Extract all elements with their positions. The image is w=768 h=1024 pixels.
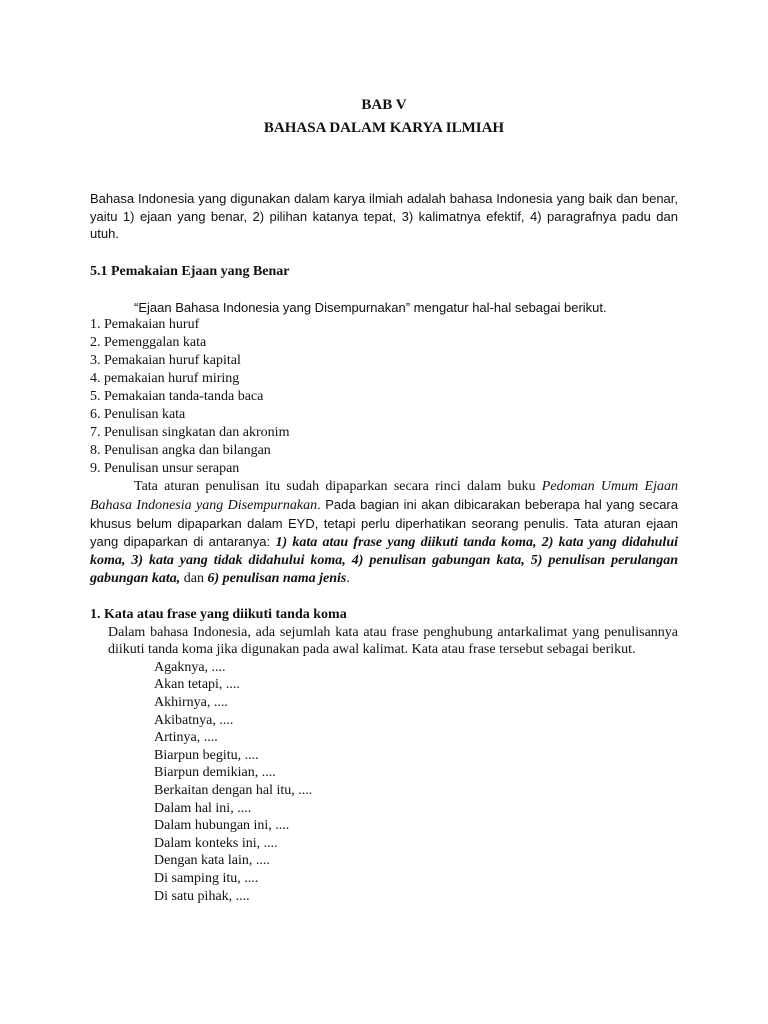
list-item: 7. Penulisan singkatan dan akronim xyxy=(90,425,290,440)
rules-emphasis: 6) penulisan nama jenis xyxy=(207,570,347,586)
list-item: Dalam konteks ini, .... xyxy=(154,835,278,851)
list-item: Akan tetapi, .... xyxy=(154,677,240,693)
subsection-1-body xyxy=(108,624,678,905)
list-item: Dengan kata lain, .... xyxy=(154,853,270,869)
section-5-1-heading: 5.1 Pemakaian Ejaan yang Benar xyxy=(90,263,290,279)
list-item: Biarpun begitu, .... xyxy=(154,747,259,763)
rules-emphasis: 1) kata atau frase yang diikuti tanda koma, 2) kata yang didahului koma, 3) kata yang tidak didahului koma, 4) penulisan gabungan kata, 5) penulisan perulangan gabungan kata, xyxy=(90,535,678,586)
paragraph-text: Tata aturan penulisan itu sudah dipaparkan secara rinci dalam buku xyxy=(134,479,542,494)
list-item: Di samping itu, .... xyxy=(154,870,259,886)
chapter-number: BAB V xyxy=(361,97,407,113)
connector-word-list xyxy=(108,659,678,905)
list-item: Agaknya, .... xyxy=(154,659,226,675)
subsection-1-heading: 1. Kata atau frase yang diikuti tanda koma xyxy=(90,606,347,622)
list-item: 6. Penulisan kata xyxy=(90,407,186,422)
paragraph-text: dan xyxy=(180,570,208,586)
list-item: 8. Penulisan angka dan bilangan xyxy=(90,443,271,458)
section-5-1-lead: “Ejaan Bahasa Indonesia yang Disempurnakan” mengatur hal-hal sebagai berikut. xyxy=(134,299,607,315)
subsection-1-text: Dalam bahasa Indonesia, ada sejumlah kata atau frase penghubung antarkalimat yang penulisannya diikuti tanda koma jika digunakan pada awal kalimat. Kata atau frase tersebut sebagai berikut. xyxy=(108,624,678,658)
list-item: 4. pemakaian huruf miring xyxy=(90,371,240,386)
list-item: Artinya, .... xyxy=(154,730,218,746)
list-item: 3. Pemakaian huruf kapital xyxy=(90,353,241,368)
document-page xyxy=(90,94,678,905)
list-item: 2. Pemenggalan kata xyxy=(90,335,207,350)
paragraph-text: . xyxy=(346,570,350,586)
list-item: Akibatnya, .... xyxy=(154,712,234,728)
paragraph-text: . Pada bagian ini akan dibicarakan beberapa hal yang secara khusus belum dipaparkan dalam EYD, tetapi perlu diperhatikan seorang penulis. Tata aturan ejaan yang dipaparkan di antaranya: xyxy=(90,496,678,550)
list-item: 9. Penulisan unsur serapan xyxy=(90,461,240,476)
intro-paragraph: Bahasa Indonesia yang digunakan dalam karya ilmiah adalah bahasa Indonesia yang baik dan benar, yaitu 1) ejaan yang benar, 2) pilihan katanya tepat, 3) kalimatnya efektif, 4) paragrafnya padu dan utuh. xyxy=(90,191,678,241)
ejaan-rules-list xyxy=(90,316,678,478)
list-item: 5. Pemakaian tanda-tanda baca xyxy=(90,389,264,404)
list-item: Di satu pihak, .... xyxy=(154,888,250,904)
book-title: Pedoman Umum Ejaan Bahasa Indonesia yang Disempurnakan xyxy=(90,479,678,513)
list-item: Dalam hubungan ini, .... xyxy=(154,818,290,834)
list-item: Berkaitan dengan hal itu, .... xyxy=(154,782,313,798)
section-5-1-paragraph xyxy=(90,478,678,588)
list-item: Dalam hal ini, .... xyxy=(154,800,252,816)
chapter-title: BAHASA DALAM KARYA ILMIAH xyxy=(263,120,505,136)
list-item: Akhirnya, .... xyxy=(154,694,228,710)
list-item: 1. Pemakaian huruf xyxy=(90,317,200,332)
list-item: Biarpun demikian, .... xyxy=(154,765,276,781)
